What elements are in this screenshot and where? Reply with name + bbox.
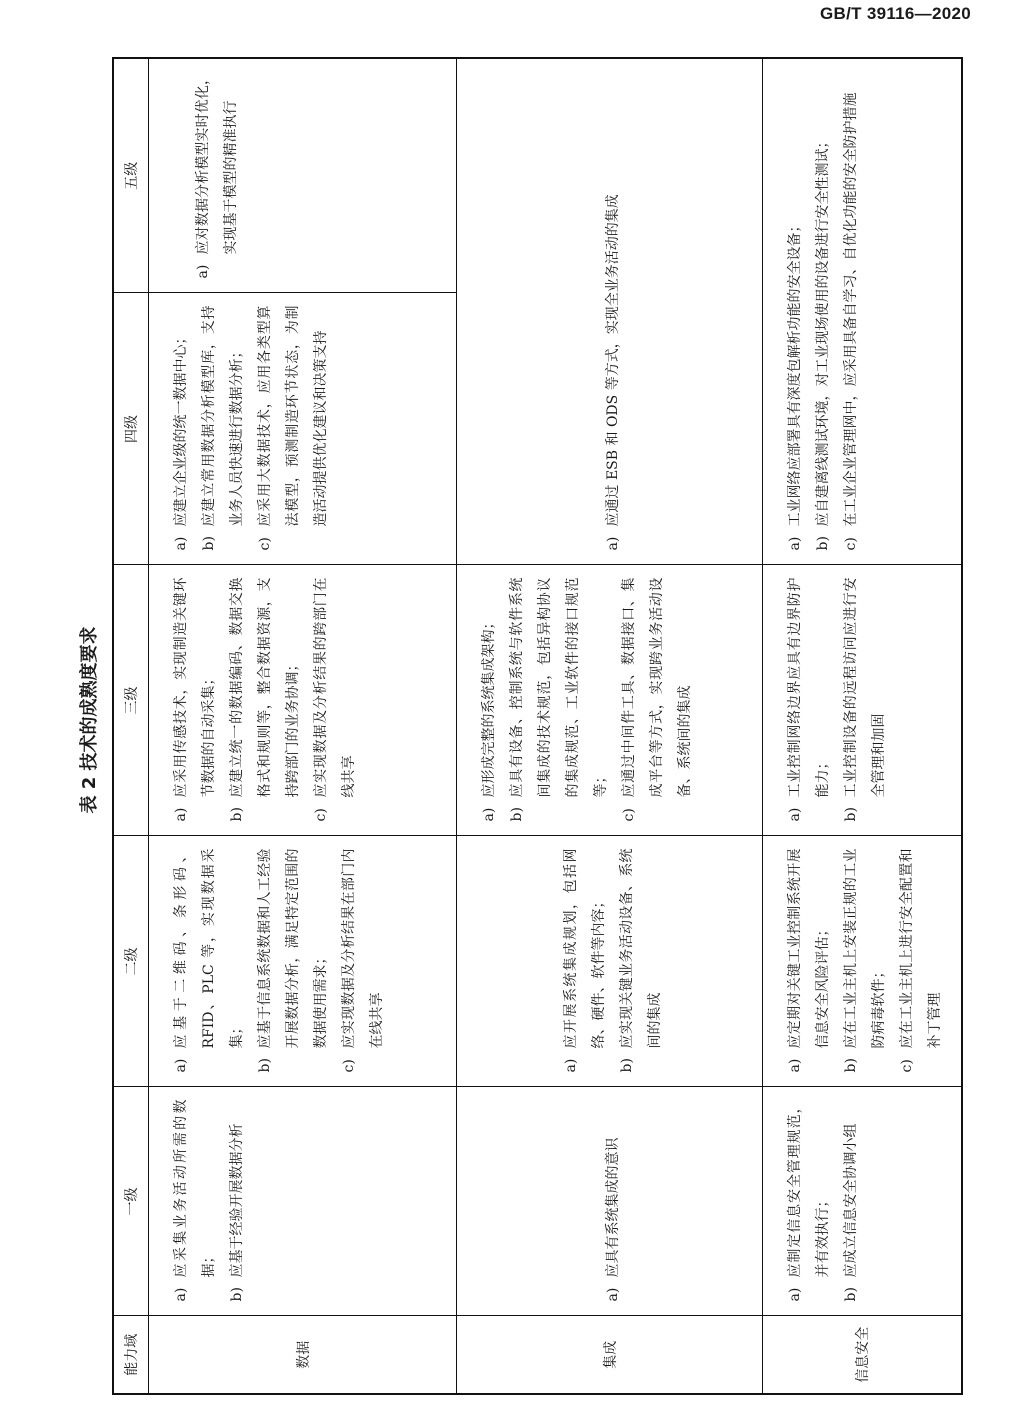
list-item xyxy=(837,1100,865,1302)
col-header-level1: 一级 xyxy=(113,1087,149,1316)
item-marker: a) xyxy=(173,807,189,822)
list-item xyxy=(167,578,223,822)
list-item xyxy=(167,1100,223,1302)
table-row-data xyxy=(149,58,457,1394)
level1-cell xyxy=(763,1087,963,1316)
level2-cell xyxy=(457,836,763,1087)
item-marker: b) xyxy=(229,1287,245,1302)
item-marker: b) xyxy=(843,1058,859,1073)
item-text: 应通过中间件工具、数据接口、集成平台等方式，实现跨业务活动设备、系统间的集成 xyxy=(621,577,693,798)
list-item xyxy=(837,849,893,1073)
item-text: 工业控制设备的远程访问应进行安全管理和加固 xyxy=(843,577,887,798)
level4-5-cell xyxy=(763,58,963,565)
item-marker: a) xyxy=(173,1058,189,1073)
domain-cell: 信息安全 xyxy=(763,1316,963,1394)
col-header-level2: 二级 xyxy=(113,836,149,1087)
list-item xyxy=(781,849,837,1073)
item-text: 应建立企业级的统一数据中心； xyxy=(173,330,189,527)
item-list xyxy=(557,849,669,1073)
table-row-integration xyxy=(457,58,763,1394)
item-marker: a) xyxy=(481,807,497,822)
item-marker: a) xyxy=(173,536,189,551)
item-marker: c) xyxy=(621,808,637,822)
level3-cell xyxy=(763,565,963,836)
item-text: 应基于经验开展数据分析 xyxy=(229,1123,245,1278)
list-item xyxy=(613,849,669,1073)
list-item xyxy=(781,578,837,822)
standard-code: GB/T 39116—2020 xyxy=(820,4,971,23)
item-text: 应形成完整的系统集成架构； xyxy=(481,615,497,798)
item-text: 应建立常用数据分析模型库，支持业务人员快速进行数据分析； xyxy=(201,305,245,527)
list-item xyxy=(809,71,837,551)
item-text: 应采集业务活动所需的数据； xyxy=(173,1099,217,1278)
item-marker: b) xyxy=(815,536,831,551)
item-marker: b) xyxy=(843,807,859,822)
col-header-level4: 四级 xyxy=(113,293,149,565)
item-list xyxy=(167,1100,251,1302)
item-text: 应定期对关键工业控制系统开展信息安全风险评估； xyxy=(787,848,831,1049)
item-text: 应具有系统集成的意识 xyxy=(604,1137,621,1278)
item-list xyxy=(189,71,245,279)
item-list xyxy=(167,578,363,822)
list-item xyxy=(251,849,335,1073)
item-marker: a) xyxy=(604,1287,621,1302)
item-text: 应对数据分析模型实时优化，实现基于模型的精准执行 xyxy=(195,71,239,255)
level1-cell xyxy=(149,1087,457,1316)
list-item xyxy=(503,578,615,822)
list-item xyxy=(599,1138,627,1302)
col-header-level5: 五级 xyxy=(113,58,149,293)
item-text: 应成立信息安全协调小组 xyxy=(843,1123,859,1278)
list-item xyxy=(557,849,613,1073)
level1-cell xyxy=(457,1087,763,1316)
item-text: 应在工业主机上进行安全配置和补丁管理 xyxy=(899,848,943,1049)
item-text: 工业控制网络边界应具有边界防护能力； xyxy=(787,577,831,798)
item-text: 应具有设备、控制系统与软件系统间集成的技术规范，包括异构协议的集成规范、工业软件的接口规范等； xyxy=(509,577,609,798)
header-row xyxy=(113,58,149,1394)
item-text: 工业网络应部署具有深度包解析功能的安全设备； xyxy=(787,218,803,527)
col-header-level3: 三级 xyxy=(113,565,149,836)
item-marker: a) xyxy=(562,1058,579,1073)
item-marker: b) xyxy=(509,807,525,822)
item-marker: b) xyxy=(229,807,245,822)
level5-cell xyxy=(149,58,457,293)
item-list xyxy=(781,578,893,822)
item-list xyxy=(781,1100,865,1302)
item-marker: a) xyxy=(787,1287,803,1302)
level4-5-cell xyxy=(457,58,763,565)
item-marker: b) xyxy=(618,1058,635,1073)
list-item xyxy=(223,1100,251,1302)
list-item xyxy=(251,306,335,551)
item-marker: c) xyxy=(341,1059,357,1073)
item-marker: a) xyxy=(787,1058,803,1073)
item-list xyxy=(167,306,335,551)
level2-cell xyxy=(149,836,457,1087)
list-item xyxy=(167,306,195,551)
level3-cell xyxy=(149,565,457,836)
domain-cell: 数据 xyxy=(149,1316,457,1394)
item-text: 应在工业主机上安装正规的工业防病毒软件； xyxy=(843,848,887,1049)
item-text: 应自建离线测试环境，对工业现场使用的设备进行安全性测试； xyxy=(815,134,831,527)
item-marker: b) xyxy=(843,1287,859,1302)
list-item xyxy=(781,71,809,551)
table-row-infosec xyxy=(763,58,963,1394)
rotated-page xyxy=(70,45,970,1395)
item-marker: c) xyxy=(313,808,329,822)
item-text: 应通过 ESB 和 ODS 等方式，实现全业务活动的集成 xyxy=(604,194,621,527)
item-marker: a) xyxy=(195,264,211,279)
item-list xyxy=(599,1138,627,1302)
list-item xyxy=(599,194,627,550)
item-text: 应制定信息安全管理规范，并有效执行； xyxy=(787,1099,831,1278)
list-item xyxy=(223,578,307,822)
table-title: 表 2 技术的成熟度要求 xyxy=(79,626,100,814)
item-marker: c) xyxy=(899,1059,915,1073)
item-marker: c) xyxy=(843,537,859,551)
list-item xyxy=(781,1100,837,1302)
list-item xyxy=(475,578,503,822)
item-text: 应实现数据及分析结果在部门内在线共享 xyxy=(341,848,385,1049)
level2-cell xyxy=(763,836,963,1087)
item-marker: c) xyxy=(257,537,273,551)
domain-cell: 集成 xyxy=(457,1316,763,1394)
item-text: 应采用大数据技术，应用各类型算法模型，预测制造环节状态，为制造活动提供优化建议和决策支持 xyxy=(257,305,329,527)
item-text: 应采用传感技术，实现制造关键环节数据的自动采集； xyxy=(173,577,217,798)
level4-cell xyxy=(149,293,457,565)
item-text: 应开展系统集成规划，包括网络、硬件、软件等内容； xyxy=(562,848,607,1049)
list-item xyxy=(195,306,251,551)
list-item xyxy=(167,849,251,1073)
item-list xyxy=(781,849,949,1073)
item-marker: b) xyxy=(257,1058,273,1073)
item-marker: a) xyxy=(787,536,803,551)
level3-cell xyxy=(457,565,763,836)
list-item xyxy=(615,578,699,822)
list-item xyxy=(307,578,363,822)
list-item xyxy=(837,71,865,551)
list-item xyxy=(189,71,245,279)
item-list xyxy=(599,194,627,550)
item-marker: a) xyxy=(604,536,621,551)
item-text: 应建立统一的数据编码、数据交换格式和规则等，整合数据资源，支持跨部门的业务协调； xyxy=(229,577,301,798)
list-item xyxy=(335,849,391,1073)
item-list xyxy=(167,849,391,1073)
list-item xyxy=(837,578,893,822)
col-header-domain: 能力域 xyxy=(113,1316,149,1394)
item-text: 应基于二维码、条形码、RFID、PLC 等，实现数据采集； xyxy=(173,848,245,1049)
item-text: 在工业企业管理网中，应采用具备自学习、自优化功能的安全防护措施 xyxy=(843,92,859,527)
item-marker: b) xyxy=(201,536,217,551)
item-list xyxy=(781,71,865,551)
item-text: 应实现数据及分析结果的跨部门在线共享 xyxy=(313,577,357,798)
maturity-table xyxy=(112,57,963,1395)
item-list xyxy=(475,578,699,822)
list-item xyxy=(893,849,949,1073)
item-text: 应基于信息系统数据和人工经验开展数据分析，满足特定范围的数据使用需求； xyxy=(257,848,329,1049)
item-marker: a) xyxy=(787,807,803,822)
item-marker: a) xyxy=(173,1287,189,1302)
item-text: 应实现关键业务活动设备、系统间的集成 xyxy=(618,848,663,1049)
